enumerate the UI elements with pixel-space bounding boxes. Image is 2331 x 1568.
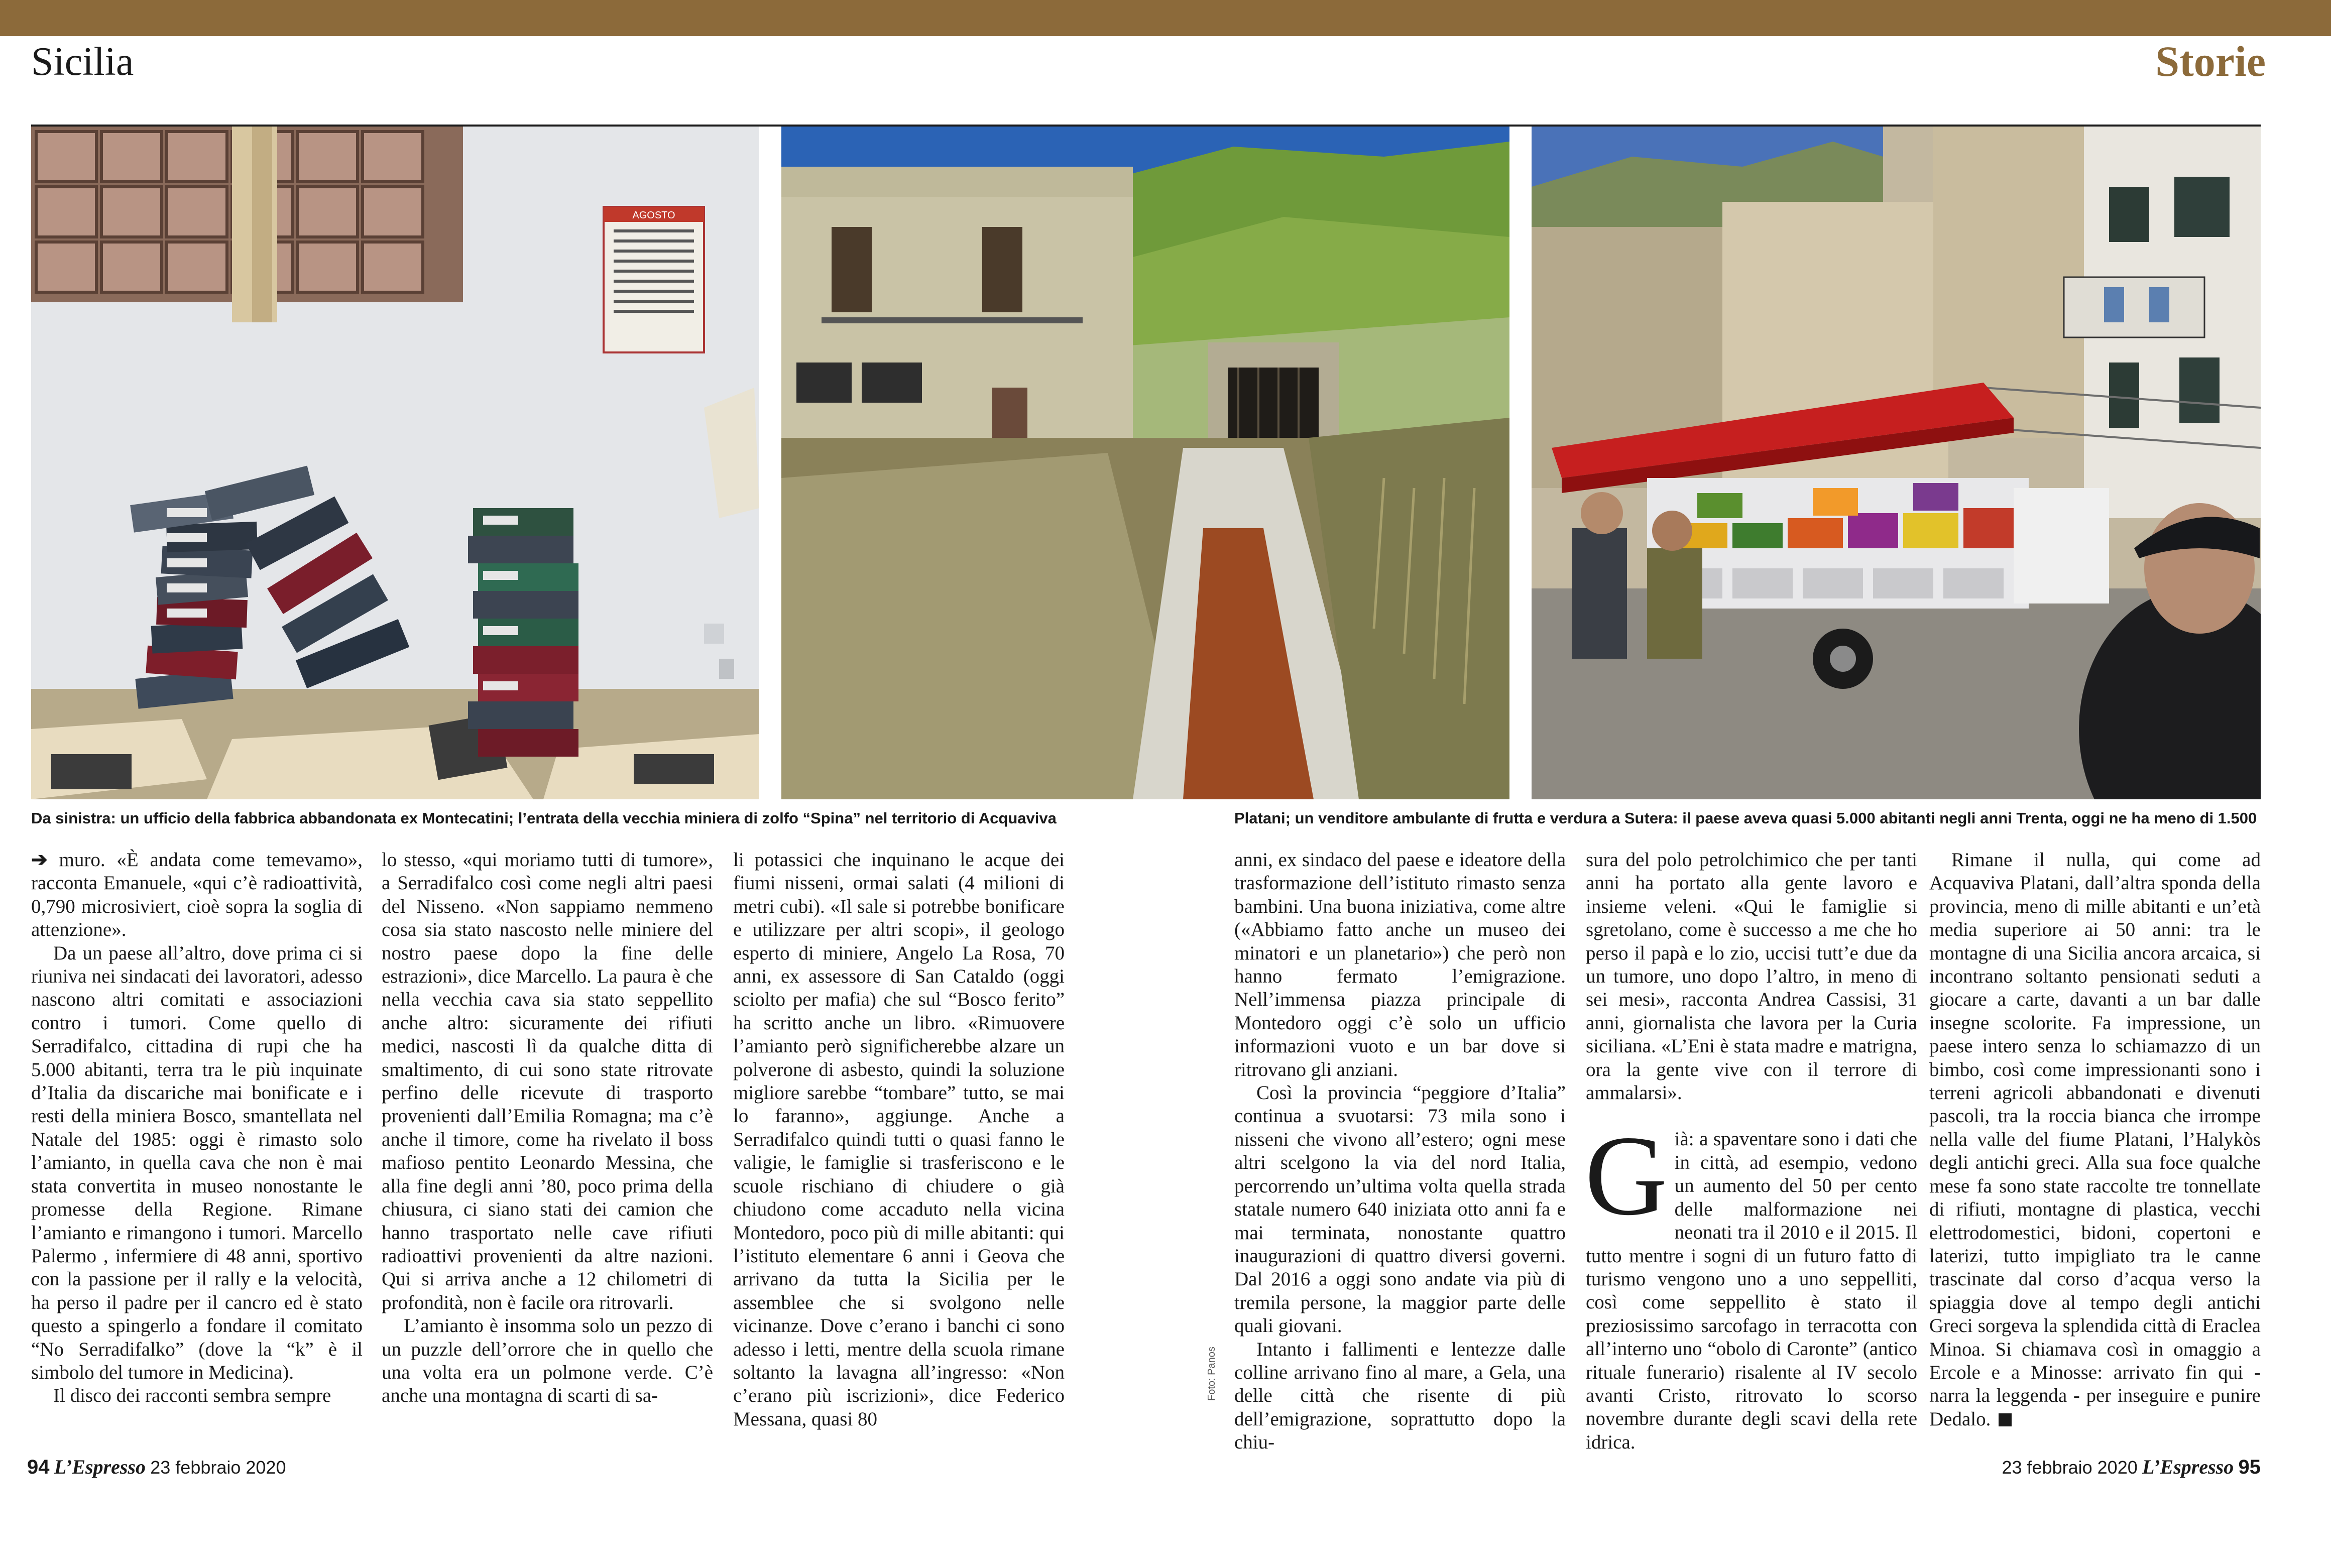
- magazine-name-left: L’Espresso: [54, 1456, 146, 1478]
- article-paragraph: Rimane il nulla, qui come ad Acquaviva Platani, dall’altra sponda della provincia, meno di mille abitanti e un’età media superiore ai 50 anni: tra le montagne di una Sicilia ancora arcaica, si incontrano soltanto pensionati seduti a giocare a carte, davanti a un bar dalle insegne scolorite. Fa impressione, un paese intero senza lo schiamazzo di un bimbo, così come impressionanti sono i terreni agricoli abbandonati e divenuti pascoli, tra la roccia bianca che irrompe nella valle del fiume Platani, l’Halykòs degli antichi greci. Alla sua foce qualche mese fa sono state raccolte tre tonnellate di rifiuti, montagne di plastica, vecchi elettrodomestici, bidoni, copertoni e laterizi, tutto impigliato tra le canne trascinate dal corso d’acqua verso la spiaggia dove al tempo degli antichi Greci sorgeva la splendida città di Eraclea Minoa. Si chiamava così in omaggio a Ercole e a Minosse: arrivato fin qui - narra la leggenda - per inseguire e punire Dedalo.: [1929, 849, 2261, 1430]
- article-paragraph: anni, ex sindaco del paese e ideatore della trasformazione dell’istituto rimasto senza bambini. Una buona iniziativa, come altre («Abbiamo fatto anche un museo dei minatori e un planetario») che però non hanno fermato l’emigrazione. Nell’immensa piazza principale di Montedoro oggi c’è solo un ufficio informazioni vuoto e un bar dove si ritrovano gli anziani.: [1234, 849, 1566, 1080]
- article-paragraph: Così la provincia “peggiore d’Italia” continua a svuotarsi: 73 mila sono i nisseni che vivono all’estero; ogni mese altri scelgono la via del nord Italia, percorrendo un’ultima volta quella strada statale numero 640 iniziata otto anni fa e mai terminata, nonostante quattro inaugurazioni di quattro diversi governi. Dal 2016 a oggi sono andate via più di tremila persone, la maggior parte delle quali giovani.: [1234, 1082, 1566, 1337]
- section-title-left: Sicilia: [31, 40, 134, 84]
- article-column-1: [31, 849, 363, 1408]
- street-fruit-vendor-photo: [1532, 127, 2261, 799]
- article-paragraph: Da un paese all’altro, dove prima ci si riuniva nei sindacati dei lavoratori, adesso nascono altri comitati e associazioni contro i tumori. Come quello di Serradifalco, cittadina di rupi che ha 5.000 abitanti, terra tra le più inquinate d’Italia da discariche mai bonificate e i resti della miniera Bosco, smantellata nel Natale del 1985: oggi è rimasto solo l’amianto, in quella cava che non è mai stata convertita in museo nonostante le promesse della Regione. Rimane l’amianto e rimangono i tumori. Marcello Palermo , infermiere di 48 anni, sportivo con la passione per il rally e la velocità, ha perso il padre per il cancro ed è stato questo a spingerlo a fondare il comitato “No Serradifalko” (dove la “k” è il simbolo del tumore in Medicina).: [31, 942, 363, 1383]
- end-mark-icon: [1999, 1413, 2012, 1426]
- article-paragraph: li potassici che inquinano le acque dei fiumi nisseni, ormai salati (4 milioni di metri cubi). «Il sale si potrebbe bonificare e utilizzare per altri scopi», il geologo esperto di miniere, Angelo La Rosa, 70 anni, ex assessore di San Cataldo (oggi sciolto per mafia) che sul “Bosco ferito” ha scritto anche un libro. «Rimuovere l’amianto però significherebbe alzare un polverone di asbesto, quindi la soluzione migliore sarebbe “tombare” tutto, se mai lo faranno», aggiunge. Anche a Serradifalco quindi tutti o quasi fanno le valigie, le famiglie si trasferiscono e le scuole rischiano di chiudere o già chiudono come accaduto nella vicina Montedoro, poco più di mille abitanti: qui l’istituto elementare 6 anni i Geova che arrivano da tutta la Sicilia per le assemblee che si svolgono nelle vicinanze. Dove c’erano i banchi ci sono adesso i letti, mentre della scuola rimane soltanto la lavagna all’ingresso: «Non c’erano più iscrizioni», dice Federico Messana, quasi 80: [733, 849, 1065, 1430]
- article-column-6: [1929, 849, 2261, 1431]
- article-column-5: [1586, 849, 1917, 1454]
- calendar-month: AGOSTO: [632, 210, 675, 221]
- photo-credit: Foto: Panos: [1206, 1347, 1217, 1401]
- article-paragraph: L’amianto è insomma solo un pezzo di un puzzle dell’orrore che in quello che una volta era un polmone verde. C’è anche una montagna di scarti di sa-: [382, 1315, 713, 1407]
- article-paragraph: Intanto i fallimenti e lentezze dalle colline arrivano fino al mare, a Gela, una delle città che risente di più dell’emigrazione, soprattutto dopo la chiu-: [1234, 1338, 1566, 1454]
- folio-left: [27, 1455, 286, 1479]
- article-column-4: [1234, 849, 1566, 1455]
- article-paragraph: lo stesso, «qui moriamo tutti di tumore», a Serradifalco così come negli altri paesi del Nisseno. «Non sappiamo nemmeno cosa sia stato nascosto nelle miniere del nostro paese dopo la fine delle estrazioni», dice Marcello. La paura è che nella vecchia cava sia stato seppellito anche altro: sicuramente dei rifiuti medici, nascosti lì da qualche ditta di smaltimento, di cui sono state ritrovate perfino delle ricevute di trasporto provenienti dall’Emilia Romagna; ma c’è anche il timore, come ha rivelato il boss mafioso pentito Leonardo Messina, che alla fine degli anni ’80, poco prima della chiusura, ci siano stati dei camion che hanno trasportato nelle cave rifiuti radioattivi provenienti da altre nazioni. Qui si arriva anche a 12 chilometri di profondità, non è facile ora ritrovarli.: [382, 849, 713, 1313]
- drop-cap: G: [1585, 1113, 1668, 1240]
- continuation-arrow-icon: ➔: [31, 849, 48, 871]
- photo-caption-right: Platani; un venditore ambulante di frutta e verdura a Sutera: il paese aveva quasi 5.000 abitanti negli anni Trenta, oggi ne ha meno di 1.500: [1234, 809, 2257, 827]
- page-number-left: 94: [27, 1456, 50, 1478]
- abandoned-office-photo: [31, 127, 759, 799]
- sulfur-mine-entrance-photo: [781, 127, 1509, 799]
- article-column-2: [382, 849, 713, 1408]
- page-number-right: 95: [2238, 1456, 2261, 1478]
- section-title-right: Storie: [2155, 37, 2266, 85]
- folio-right: [2002, 1455, 2261, 1479]
- article-column-3: [733, 849, 1065, 1431]
- issue-date-left: 23 febbraio 2020: [150, 1457, 286, 1478]
- top-accent-bar: [0, 0, 2331, 36]
- photo-caption-left: Da sinistra: un ufficio della fabbrica abbandonata ex Montecatini; l’entrata della vecchia miniera di zolfo “Spina” nel territorio di Acquaviva: [31, 809, 1057, 827]
- article-paragraph: ➔ muro. «È andata come temevamo», racconta Emanuele, «qui c’è radioattività, 0,790 microsiviert, cioè sopra la soglia di attenzione».: [31, 849, 363, 941]
- magazine-name-right: L’Espresso: [2142, 1456, 2234, 1478]
- issue-date-right: 23 febbraio 2020: [2002, 1457, 2138, 1478]
- article-paragraph: Il disco dei racconti sembra sempre: [53, 1385, 331, 1407]
- article-paragraph-dropcap: Già: a spaventare sono i dati che in città, ad esempio, vedono un aumento del 50 per cento delle malformazione nei neonati tra il 2010 e il 2015. Il tutto mentre i sogni di un futuro fatto di turismo vengono uno a uno seppelliti, così come seppellito è stato il preziosissimo sarcofago in terracotta con all’interno uno “obolo di Caronte” (antico rituale funerario) risalente al IV secolo avanti Cristo, ritrovato lo scorso novembre durante degli scavi della rete idrica.: [1585, 1113, 1917, 1453]
- article-paragraph: sura del polo petrolchimico che per tanti anni ha portato alla gente lavoro e insieme veleni. «Qui le famiglie si sgretolano, come è successo a me che ho perso il papà e lo zio, uccisi tutt’e due da un tumore, uno dopo l’altro, in meno di sei mesi», racconta Andrea Cassisi, 31 anni, giornalista che lavora per la Curia siciliana. «L’Eni è stata madre e matrigna, ora la gente vive con il terrore di ammalarsi».: [1586, 849, 1917, 1104]
